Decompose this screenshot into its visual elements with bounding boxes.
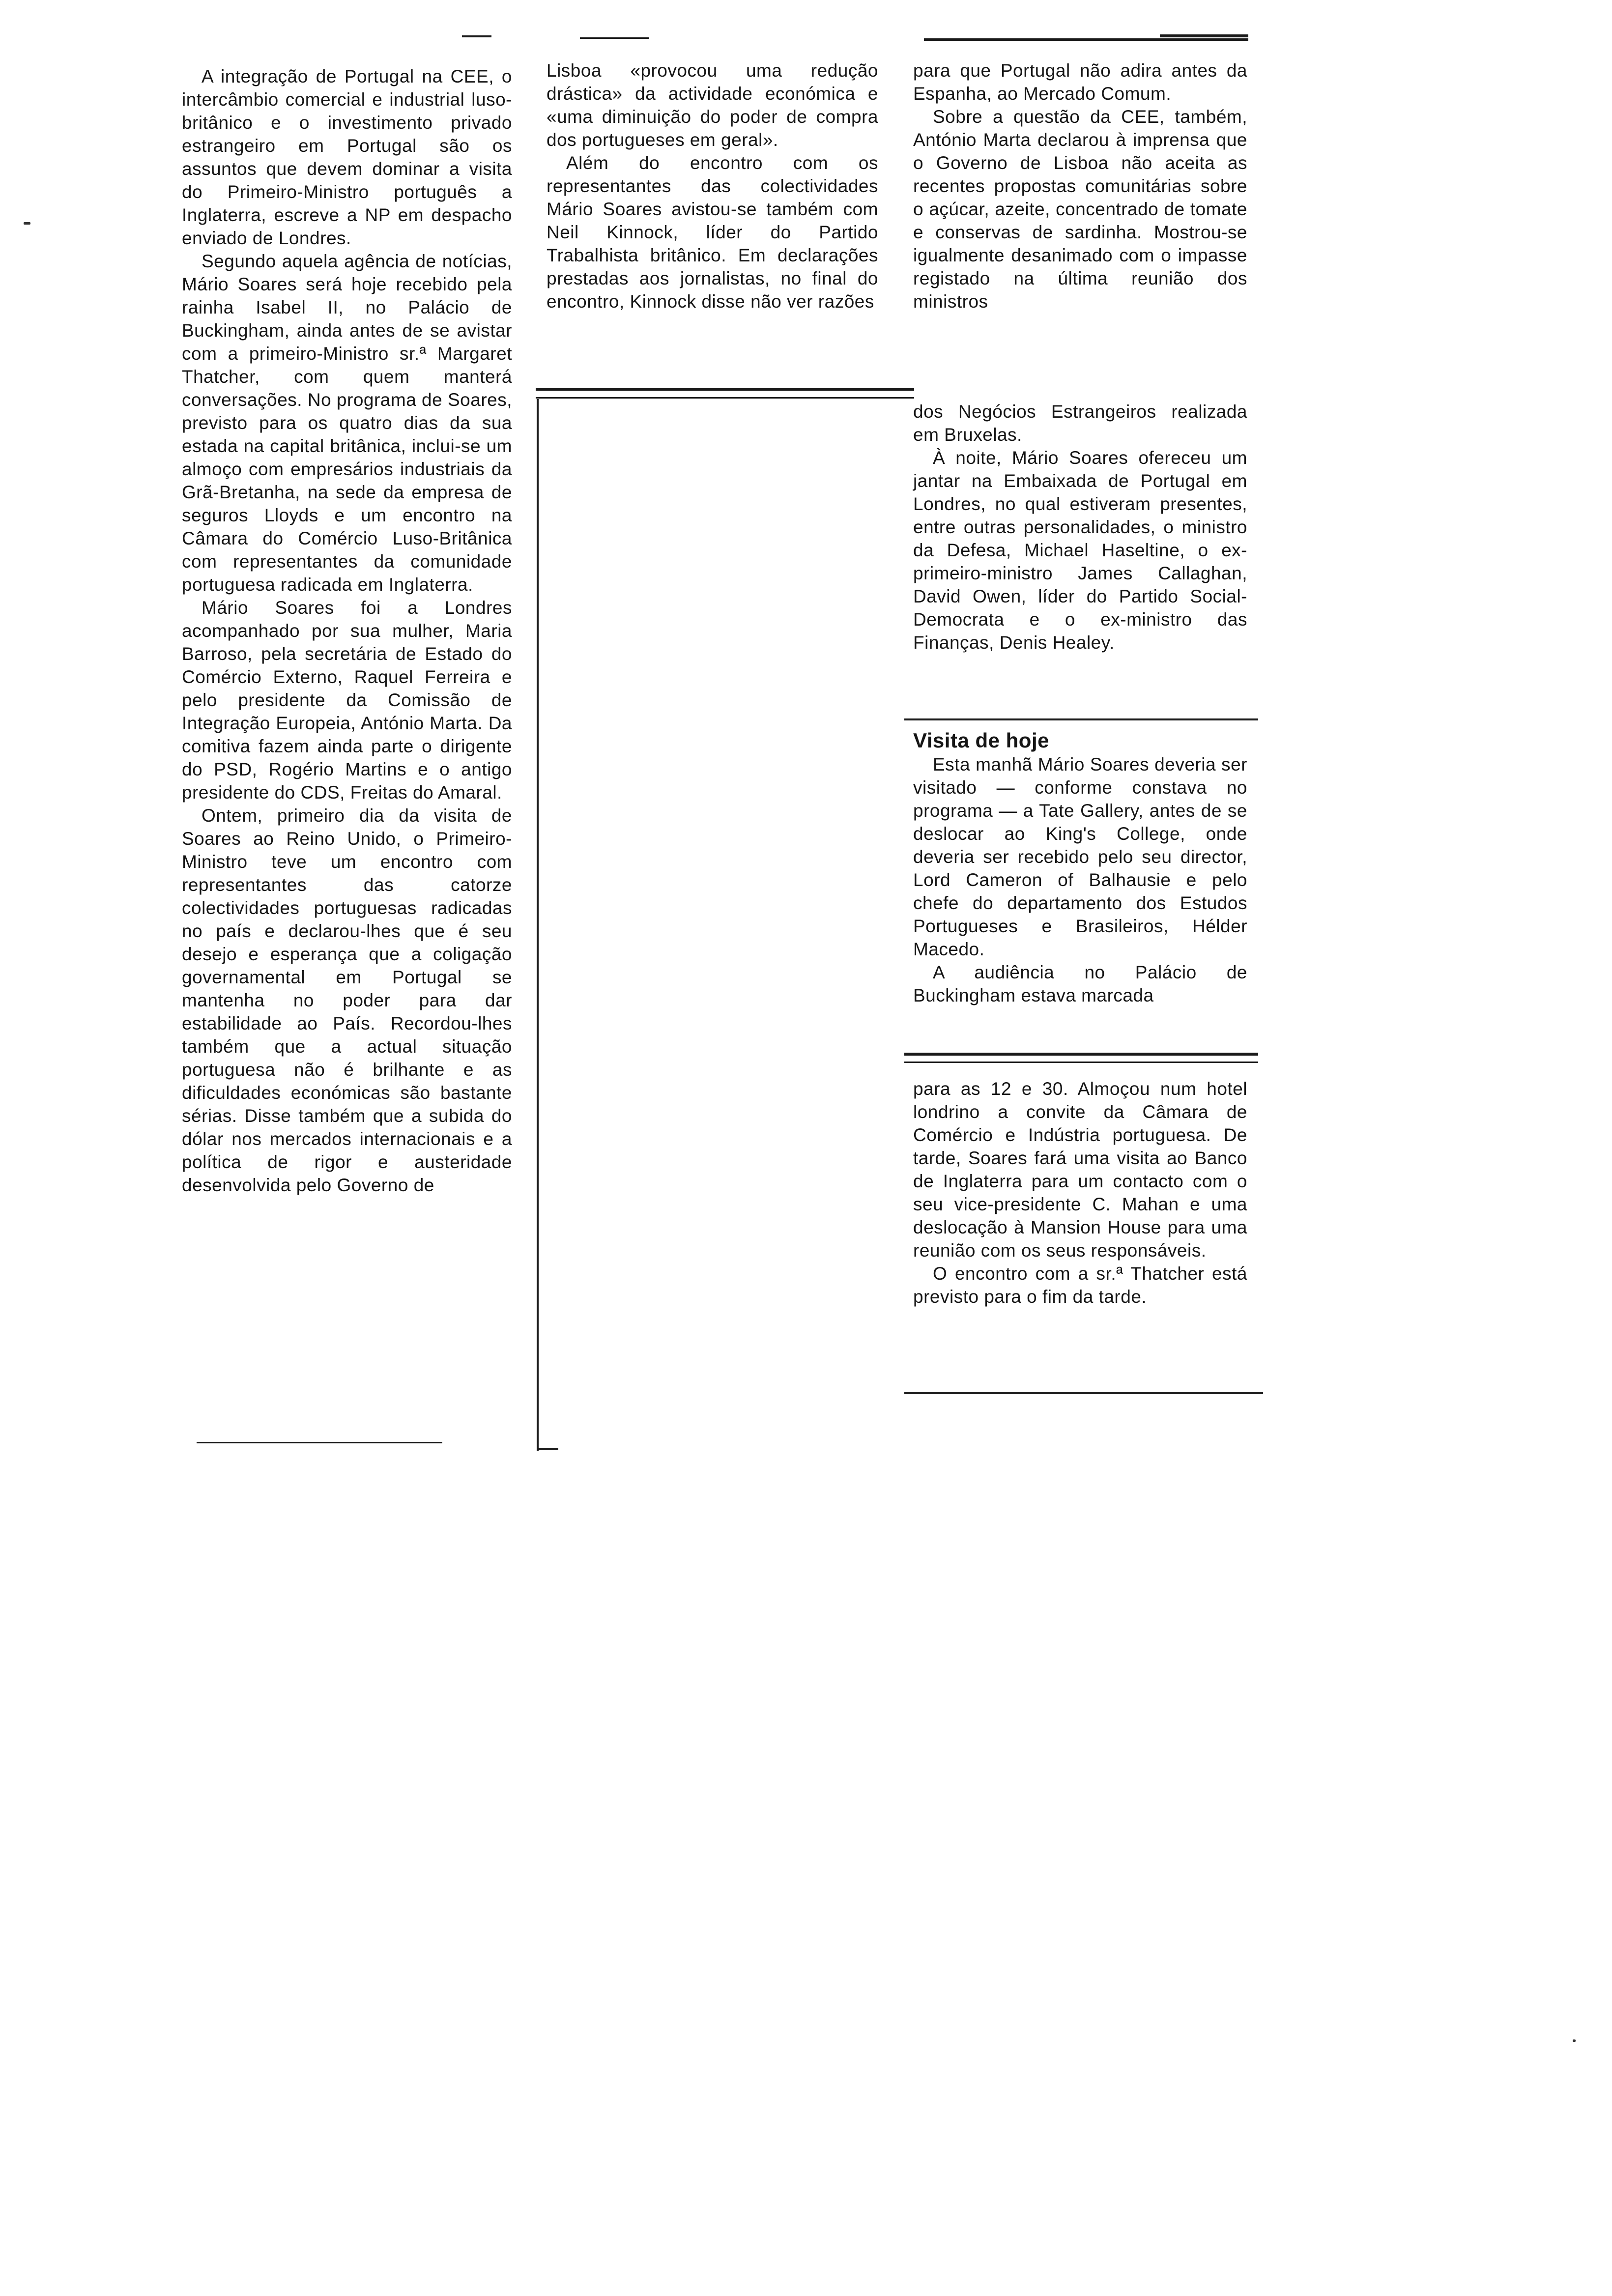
paragraph: A integração de Portugal na CEE, o intercâmbio comercial e industrial luso-britânico e o investimento privado estrangeiro em Portugal são os assuntos que devem dominar a visita do Primeiro-Ministro português a Inglaterra, escreve a NP em despacho enviado de Londres.	[182, 66, 512, 248]
blank-box-left-edge	[537, 399, 539, 1451]
paragraph: dos Negócios Estrangeiros realizada em Bruxelas.	[913, 402, 1247, 445]
top-edge-line	[580, 37, 649, 39]
top-edge-line	[1160, 34, 1248, 37]
blank-box-bottom-edge	[537, 1448, 558, 1450]
column-2-rule	[536, 397, 914, 399]
top-edge-line	[924, 38, 1248, 41]
section-rule	[904, 1062, 1258, 1063]
article-column-1	[182, 65, 512, 1197]
paragraph: O encontro com a sr.ª Thatcher está previsto para o fim da tarde.	[913, 1263, 1247, 1307]
article-column-3	[913, 59, 1247, 313]
paragraph: para as 12 e 30. Almoçou num hotel londrino a convite da Câmara de Comércio e Indústria portuguesa. De tarde, Soares fará uma visita ao Banco de Inglaterra para um contacto com o seu vice-presidente C. Mahan e uma deslocação à Mansion House para uma reunião com os seus responsáveis.	[913, 1079, 1247, 1261]
scan-speck	[24, 222, 30, 225]
paragraph: À noite, Mário Soares ofereceu um jantar na Embaixada de Portugal em Londres, no qual estiveram presentes, entre outras personalidades, o ministro da Defesa, Michael Haseltine, o ex-primeiro-ministro James Callaghan, David Owen, líder do Partido Social-Democrata e o ex-ministro das Finanças, Denis Healey.	[913, 448, 1247, 653]
paragraph: Esta manhã Mário Soares deveria ser visitado — conforme constava no programa — a Tate Gallery, antes de se deslocar ao King's College, onde deveria ser recebido pelo seu director, Lord Cameron of Balhausie e pelo chefe do departamento dos Estudos Portugueses e Brasileiros, Hélder Macedo.	[913, 754, 1247, 959]
subheading: Visita de hoje	[913, 729, 1049, 752]
column-2-rule	[536, 388, 914, 391]
article-column-3-continued	[913, 400, 1247, 654]
paragraph: Segundo aquela agência de notícias, Mário Soares será hoje recebido pela rainha Isabel II, no Palácio de Buckingham, ainda antes de se avistar com a primeiro-Ministro sr.ª Margaret Thatcher, com quem manterá conversações. No programa de Soares, previsto para os quatro dias da sua estada na capital britânica, inclui-se um almoço com empresários industriais da Grã-Bretanha, na sede da empresa de seguros Lloyds e um encontro na Câmara do Comércio Luso-Britânica com representantes da comunidade portuguesa radicada em Inglaterra.	[182, 251, 513, 595]
paragraph: Lisboa «provocou uma redução drástica» da actividade económica e «uma diminuição do poder de compra dos portugueses em geral».	[547, 60, 878, 150]
paragraph: para que Portugal não adira antes da Espanha, ao Mercado Comum.	[913, 60, 1247, 104]
article-column-2	[547, 59, 878, 313]
section-rule	[904, 1053, 1258, 1056]
bottom-rule	[904, 1392, 1263, 1394]
paragraph: Sobre a questão da CEE, também, António Marta declarou à imprensa que o Governo de Lisboa não aceita as recentes propostas comunitárias sobre o açúcar, azeite, concentrado de tomate e conservas de sardinha. Mostrou-se igualmente desanimado com o impasse registado na última reunião dos ministros	[913, 107, 1247, 312]
visit-section	[913, 728, 1247, 1007]
scan-speck	[1573, 2039, 1576, 2042]
section-rule	[904, 718, 1258, 720]
paragraph: Mário Soares foi a Londres acompanhado por sua mulher, Maria Barroso, pela secretária de Estado do Comércio Externo, Raquel Ferreira e pelo presidente da Comissão de Integração Europeia, António Marta. Da comitiva fazem ainda parte o dirigente do PSD, Rogério Martins e o antigo presidente do CDS, Freitas do Amaral.	[182, 598, 512, 803]
top-edge-line	[462, 35, 491, 37]
paragraph: Ontem, primeiro dia da visita de Soares ao Reino Unido, o Primeiro-Ministro teve um encontro com representantes das catorze colectividades portuguesas radicadas no país e declarou-lhes que é seu desejo e esperança que a coligação governamental em Portugal se mantenha no poder para dar estabilidade ao País. Recordou-lhes também que a actual situação portuguesa não é brilhante e as dificuldades económicas são bastante sérias. Disse também que a subida do dólar nos mercados internacionais e a política de rigor e austeridade desenvolvida pelo Governo de	[182, 805, 512, 1195]
paragraph: Além do encontro com os representantes das colectividades Mário Soares avistou-se também com Neil Kinnock, líder do Partido Trabalhista britânico. Em declarações prestadas aos jornalistas, no final do encontro, Kinnock disse não ver razões	[547, 153, 878, 312]
bottom-edge-line	[197, 1442, 442, 1443]
paragraph: A audiência no Palácio de Buckingham estava marcada	[913, 962, 1247, 1005]
article-column-3-end	[913, 1077, 1247, 1308]
